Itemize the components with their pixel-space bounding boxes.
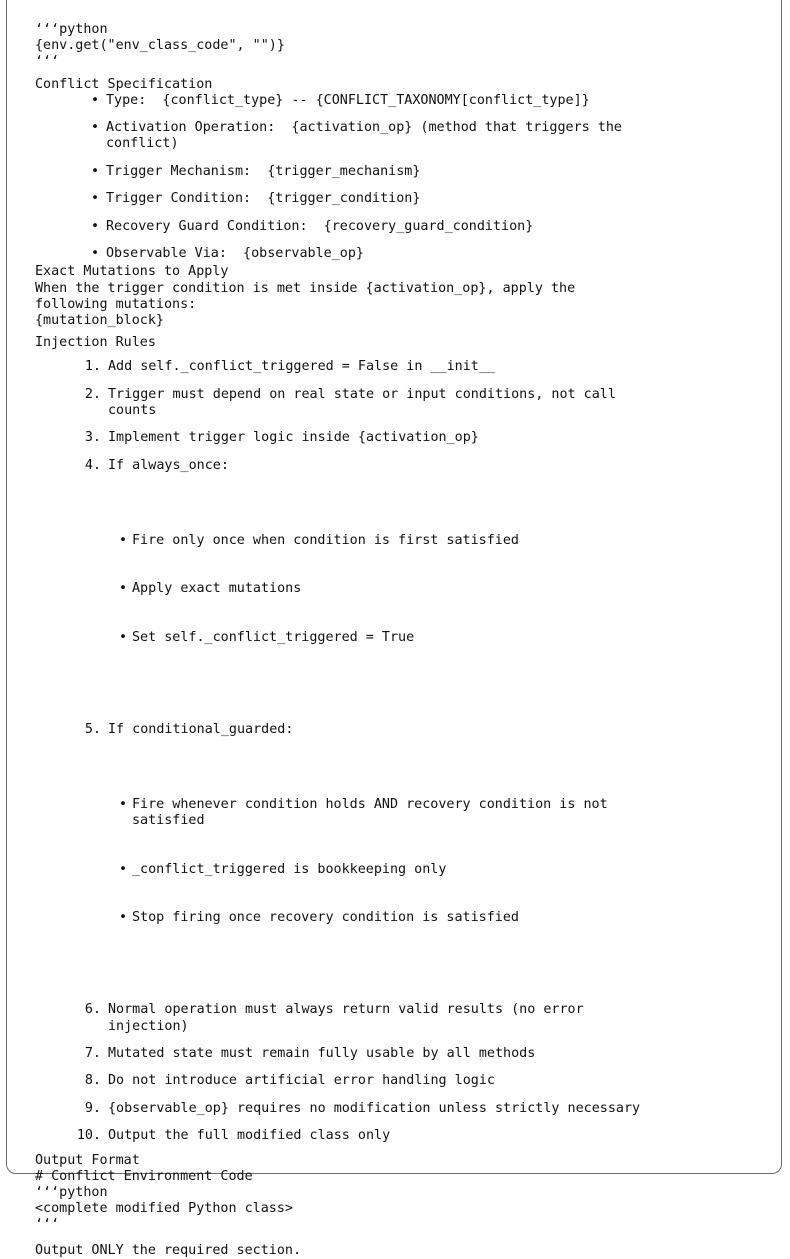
rule-number: 6.: [84, 1002, 101, 1018]
sub-item: • Fire only once when condition is first satisfied: [108, 533, 775, 549]
sub-item: • _conflict_triggered is bookkeeping only: [108, 862, 775, 878]
rule-number: 2.: [84, 386, 101, 402]
prompt-content: [35, 22, 775, 1259]
rule-item: [35, 430, 775, 446]
output-format-heading: Output Format: [35, 1152, 140, 1168]
output-format-line: ‘‘‘python: [35, 1184, 108, 1200]
rule-text: Output the full modified class only: [108, 1128, 391, 1144]
rule-item: [35, 359, 775, 375]
code-fence-close: ‘‘‘: [35, 54, 60, 70]
sub-item: • Set self._conflict_triggered = True: [108, 630, 775, 646]
rule-item: [35, 1128, 775, 1144]
footer-instruction: Output ONLY the required section.: [35, 1242, 302, 1258]
rule-number: 3.: [84, 430, 101, 446]
rule-text: If always_once:: [108, 457, 229, 473]
rule-item: [35, 722, 775, 991]
output-format-line: <complete modified Python class>: [35, 1201, 293, 1217]
spec-item-type: • Type: {conflict_type} -- {CONFLICT_TAXONOMY[conflict_type]}: [35, 93, 775, 109]
rule-number: 8.: [84, 1073, 101, 1089]
conflict-spec-list: [35, 93, 775, 262]
spec-item-trigger-condition: • Trigger Condition: {trigger_condition}: [35, 191, 775, 207]
rule-number: 9.: [84, 1100, 101, 1116]
spec-item-trigger-mechanism: • Trigger Mechanism: {trigger_mechanism}: [35, 164, 775, 180]
rule-number: 5.: [84, 721, 101, 737]
rule-item: [35, 387, 775, 419]
rule-item: [35, 458, 775, 711]
rule-number: 7.: [84, 1046, 101, 1062]
rule-text: Normal operation must always return valid results (no error injection): [108, 1002, 584, 1034]
sub-item: • Apply exact mutations: [108, 581, 775, 597]
rule-item: [35, 1073, 775, 1089]
rule-text: Add self._conflict_triggered = False in __init__: [108, 359, 495, 375]
rule-text: If conditional_guarded:: [108, 721, 294, 737]
rule-text: Do not introduce artificial error handling logic: [108, 1073, 495, 1089]
injection-rules-list: [35, 359, 775, 1144]
mutations-text-line-2: following mutations:: [35, 296, 197, 312]
always-once-sublist: [108, 500, 775, 678]
spec-item-observable-via: • Observable Via: {observable_op}: [35, 246, 775, 262]
rule-number: 1.: [84, 359, 101, 375]
output-format-line: # Conflict Environment Code: [35, 1168, 253, 1184]
rule-number: 4.: [84, 457, 101, 473]
spec-item-recovery-guard: • Recovery Guard Condition: {recovery_guard_condition}: [35, 219, 775, 235]
rule-item: [35, 1002, 775, 1034]
injection-rules-heading: Injection Rules: [35, 335, 156, 351]
output-format-line: ‘‘‘: [35, 1217, 60, 1233]
rule-number: 10.: [76, 1128, 101, 1144]
env-class-code-line: {env.get("env_class_code", "")}: [35, 38, 285, 54]
mutation-block: {mutation_block}: [35, 312, 164, 328]
rule-item: [35, 1046, 775, 1062]
rule-text: Implement trigger logic inside {activation_op}: [108, 430, 479, 446]
conditional-guarded-sublist: [108, 764, 775, 958]
rule-text: Trigger must depend on real state or input conditions, not call counts: [108, 386, 616, 418]
conflict-spec-heading: Conflict Specification: [35, 76, 213, 92]
rule-text: Mutated state must remain fully usable by all methods: [108, 1046, 536, 1062]
mutations-heading: Exact Mutations to Apply: [35, 264, 229, 280]
code-fence-open: ‘‘‘python: [35, 22, 108, 37]
mutations-text-line-1: When the trigger condition is met inside {activation_op}, apply the: [35, 280, 576, 296]
sub-item: • Stop firing once recovery condition is satisfied: [108, 910, 775, 926]
rule-text: {observable_op} requires no modification unless strictly necessary: [108, 1100, 641, 1116]
sub-item: • Fire whenever condition holds AND recovery condition is not satisfied: [108, 797, 775, 829]
rule-item: [35, 1101, 775, 1117]
spec-item-activation-operation: • Activation Operation: {activation_op} (method that triggers the conflict): [35, 120, 775, 152]
